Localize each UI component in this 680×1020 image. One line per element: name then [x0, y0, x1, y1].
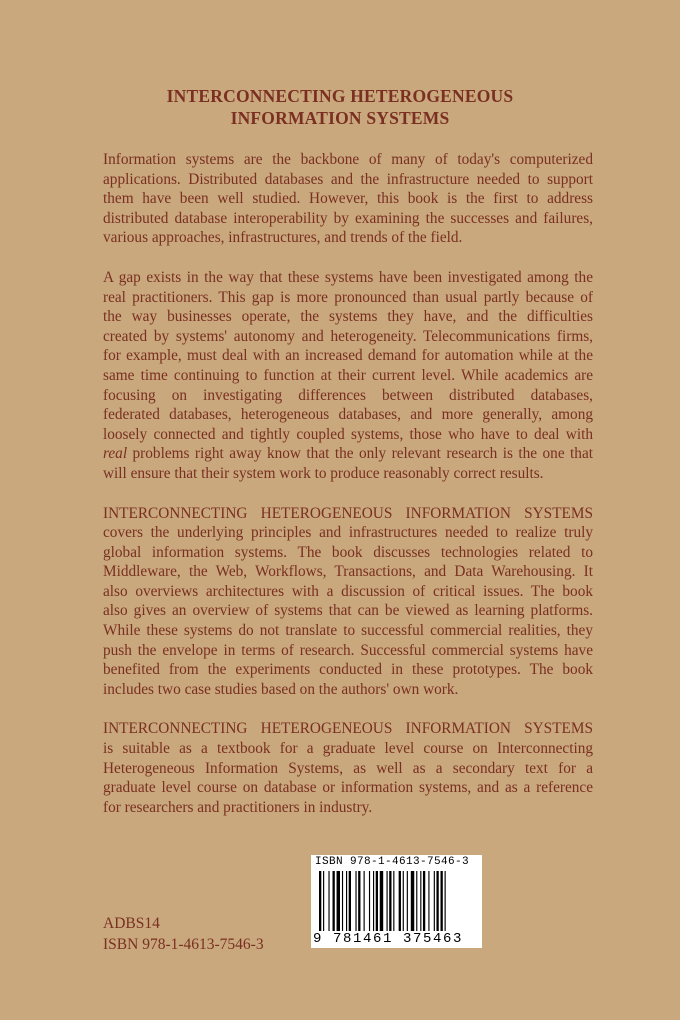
book-codes: [103, 913, 264, 955]
barcode-digits: 9 781461 375463: [313, 931, 464, 947]
paragraph-line: global information systems. The book discusses technologies related to: [103, 543, 593, 561]
paragraph-2: [103, 268, 593, 484]
paragraph-line: graduate level course on database or information systems, and as a reference: [103, 779, 593, 797]
paragraph-line: While these systems do not translate to successful commercial realities, they: [103, 622, 593, 640]
paragraph-line: benefited from the experiments conducted in these prototypes. The book: [103, 661, 593, 679]
paragraph-line: real practitioners. This gap is more pronounced than usual partly because of: [103, 288, 593, 306]
paragraph-line: loosely connected and tightly coupled systems, those who have to deal with: [103, 425, 593, 443]
paragraph-line: also overviews architectures with a discussion of critical issues. The book: [103, 582, 593, 600]
paragraph-line: for example, must deal with an increased demand for automation while at the: [103, 347, 593, 365]
paragraph-line: Information systems are the backbone of many of today's computerized: [103, 151, 593, 168]
paragraph-line: federated databases, heterogeneous databases, and more generally, among: [103, 406, 593, 424]
paragraph-line: applications. Distributed databases and the infrastructure needed to support: [103, 170, 593, 188]
paragraph-line: the way businesses operate, the systems they have, and the difficulties: [103, 308, 593, 326]
paragraph-line: Heterogeneous Information Systems, as well as a secondary text for a: [103, 759, 593, 777]
paragraph-line: same time continuing to function at their current level. While academics are: [103, 366, 593, 384]
paragraph-line: push the envelope in terms of research. Successful commercial systems have: [103, 641, 593, 659]
blurb-text: [103, 150, 593, 837]
barcode-isbn: ISBN 978-1-4613-7546-3: [315, 856, 470, 868]
title-line-2: INFORMATION SYSTEMS: [230, 108, 450, 128]
series-code: ADBS14: [103, 915, 160, 932]
paragraph-line: A gap exists in the way that these systems have been investigated among the: [103, 268, 593, 286]
paragraph-line: for researchers and practitioners in industry.: [103, 798, 373, 816]
paragraph-line: Middleware, the Web, Workflows, Transactions, and Data Warehousing. It: [103, 563, 593, 581]
paragraph-line: created by systems' autonomy and heterogeneity. Telecommunications firms,: [103, 327, 593, 345]
paragraph-line: distributed database interoperability by examining the successes and failures,: [103, 209, 593, 227]
isbn-text: ISBN 978-1-4613-7546-3: [103, 936, 264, 953]
paragraph-line: will ensure that their system work to produce reasonably correct results.: [103, 464, 544, 482]
paragraph-line: includes two case studies based on the authors' own work.: [103, 680, 459, 698]
paragraph-1: [103, 150, 593, 248]
barcode-icon: [319, 871, 477, 931]
paragraph-4: [103, 719, 593, 817]
title-line-1: INTERCONNECTING HETEROGENEOUS: [166, 86, 514, 106]
paragraph-line: them have been well studied. However, this book is the first to address: [103, 190, 593, 208]
paragraph-line: is suitable as a textbook for a graduate level course on Interconnecting: [103, 740, 593, 758]
paragraph-line: INTERCONNECTING HETEROGENEOUS INFORMATION SYSTEMS: [103, 504, 593, 522]
paragraph-line: also gives an overview of systems that can be viewed as learning platforms.: [103, 602, 593, 620]
paragraph-line: covers the underlying principles and infrastructures needed to realize truly: [103, 524, 593, 542]
book-title: [60, 85, 620, 129]
paragraph-line: focusing on investigating differences between distributed databases,: [103, 386, 593, 404]
paragraph-3: [103, 504, 593, 700]
paragraph-line: real problems right away know that the only relevant research is the one that: [103, 445, 593, 463]
paragraph-line: INTERCONNECTING HETEROGENEOUS INFORMATION SYSTEMS: [103, 720, 593, 738]
paragraph-line: various approaches, infrastructures, and trends of the field.: [103, 229, 463, 247]
barcode-label: [311, 855, 482, 948]
